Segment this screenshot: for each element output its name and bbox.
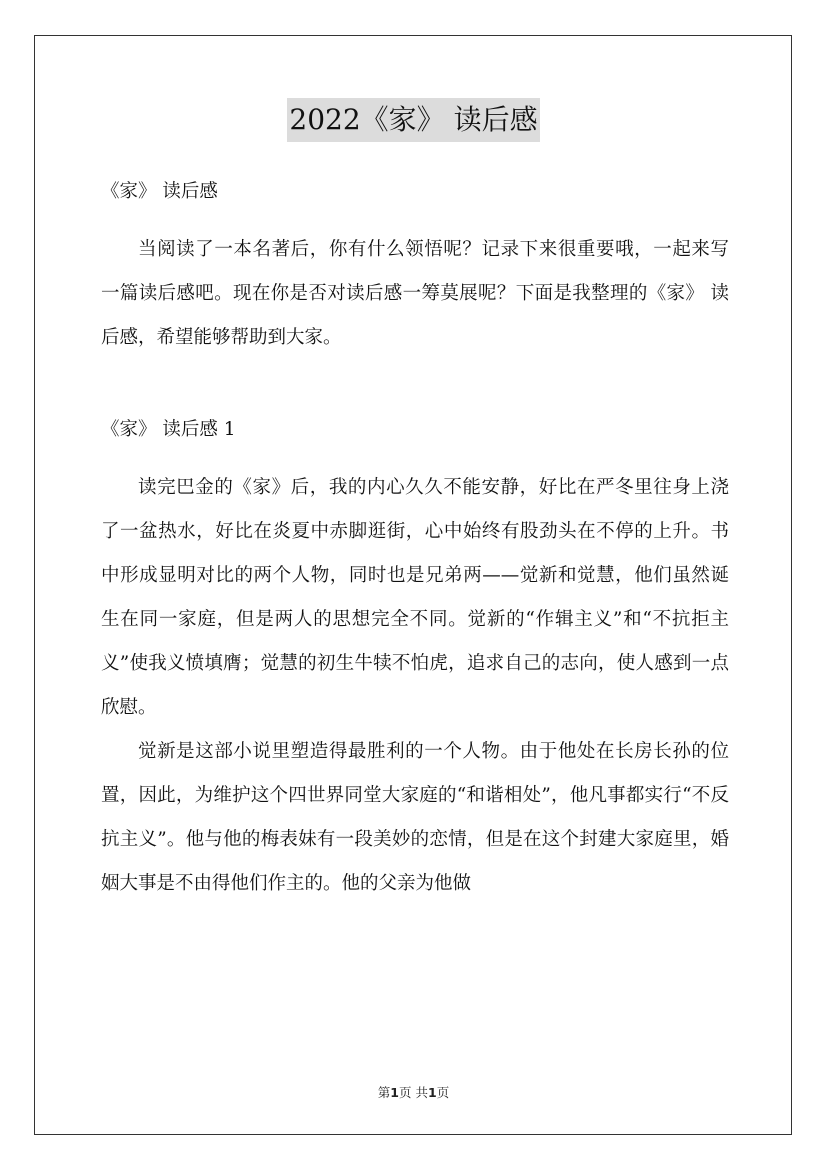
intro-paragraph: 当阅读了一本名著后，你有什么领悟呢？记录下来很重要哦，一起来写一篇读后感吧。现在你是否对读后感一筹莫展呢？下面是我整理的《家》 读后感，希望能够帮助到大家。 xyxy=(101,239,729,348)
footer-page-total: 1 xyxy=(427,1085,437,1100)
footer-page-current: 1 xyxy=(390,1085,399,1100)
document-body xyxy=(101,170,729,906)
section-heading: 《家》 读后感 1 xyxy=(101,419,236,440)
document-title-container xyxy=(0,98,827,142)
document-title: 2022《家》 读后感 xyxy=(287,98,539,142)
body-paragraph-2: 觉新是这部小说里塑造得最胜利的一个人物。由于他处在长房长孙的位置，因此，为维护这个四世界同堂大家庭的“和谐相处”，他凡事都实行“不反抗主义”。他与他的梅表妹有一段美妙的恋情，但是在这个封建大家庭里，婚姻大事是不由得他们作主的。他的父亲为他做 xyxy=(101,741,729,894)
subtitle: 《家》 读后感 xyxy=(101,181,218,202)
page-footer xyxy=(0,1083,827,1101)
footer-prefix: 第 xyxy=(377,1085,391,1100)
footer-suffix: 页 xyxy=(436,1085,450,1100)
body-paragraph-1: 读完巴金的《家》后，我的内心久久不能安静，好比在严冬里往身上浇了一盆热水，好比在炎夏中赤脚逛街，心中始终有股劲头在不停的上升。书中形成显明对比的两个人物，同时也是兄弟两——觉新和觉慧，他们虽然诞生在同一家庭，但是两人的思想完全不同。觉新的“作辑主义”和“不抗拒主义”使我义愤填膺；觉慧的初生牛犊不怕虎，追求自己的志向，使人感到一点欣慰。 xyxy=(101,477,729,718)
footer-mid: 页 共 xyxy=(399,1085,428,1100)
